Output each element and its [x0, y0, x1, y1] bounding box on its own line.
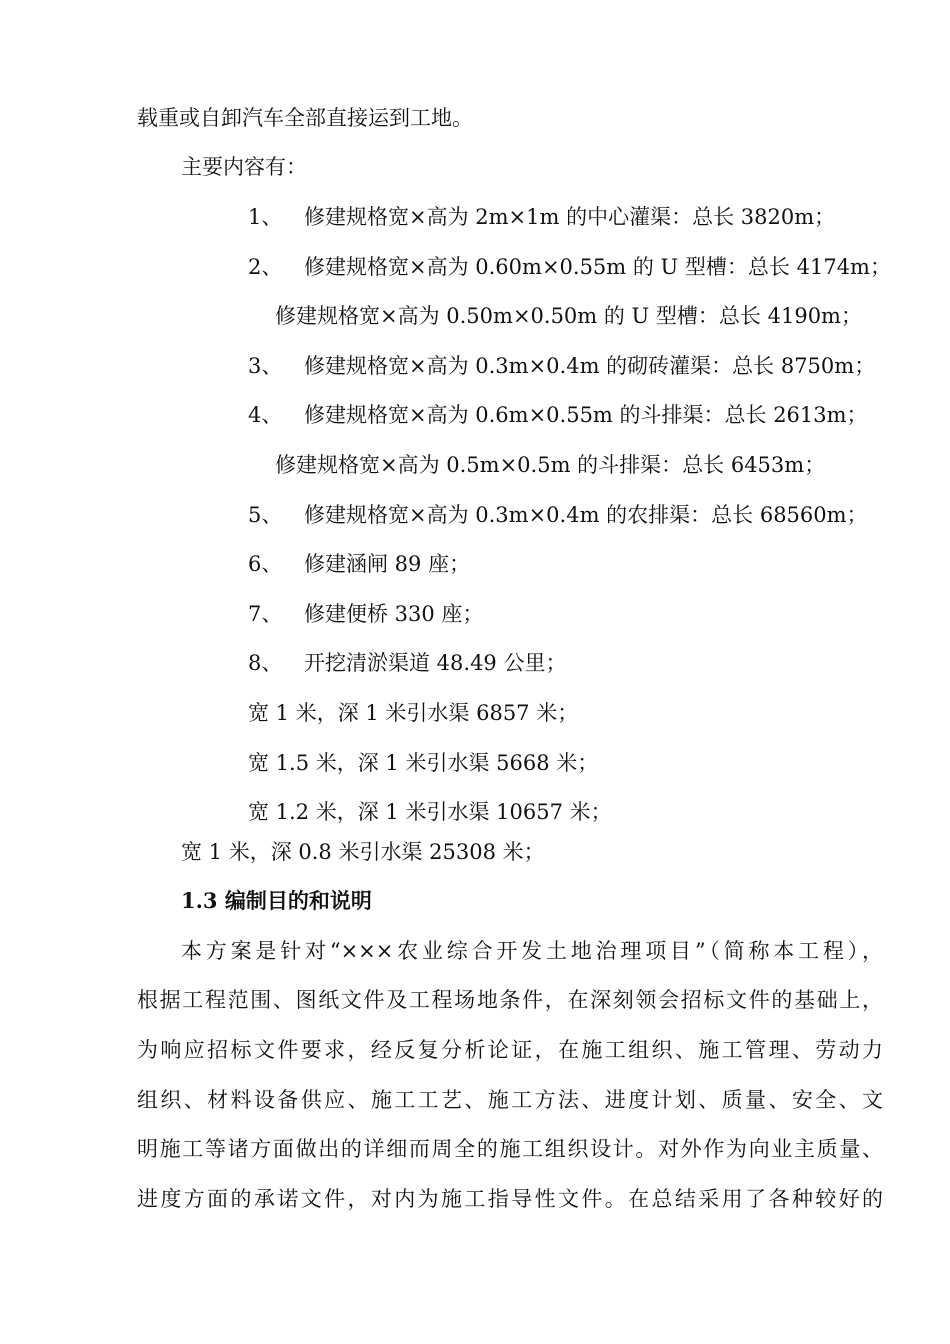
paragraph-line: 载重或自卸汽车全部直接运到工地。: [137, 106, 473, 130]
list-item-8-sub-2: 宽 1.5 米，深 1 米引水渠 5668 米；: [248, 751, 599, 775]
list-item-8: [248, 648, 566, 678]
paragraph-line: 进度方面的承诺文件，对内为施工指导性文件。在总结采用了各种较好的: [137, 1187, 883, 1211]
list-item-1: [248, 202, 835, 232]
list-item-2: [248, 252, 891, 282]
list-item-5: [248, 500, 868, 530]
list-number: 7、: [248, 602, 283, 626]
list-number: 5、: [248, 503, 283, 527]
paragraph-line: 为响应招标文件要求，经反复分析论证，在施工组织、施工管理、劳动力: [137, 1038, 883, 1062]
list-item-6: [248, 549, 470, 579]
list-item-8-sub-1: 宽 1 米，深 1 米引水渠 6857 米；: [248, 701, 579, 725]
list-item-4-sub: 修建规格宽×高为 0.5m×0.5m 的斗排渠：总长 6453m；: [275, 453, 826, 477]
list-item-4: [248, 400, 868, 430]
section-heading: 1.3 编制目的和说明: [181, 888, 372, 913]
paragraph-line: 明施工等诸方面做出的详细而周全的施工组织设计。对外作为向业主质量、: [137, 1137, 883, 1161]
list-number: 6、: [248, 552, 283, 576]
list-number: 2、: [248, 255, 283, 279]
list-text: 修建规格宽×高为 0.60m×0.55m 的 U 型槽：总长 4174m；: [304, 255, 891, 279]
list-number: 8、: [248, 651, 283, 675]
paragraph-line: 根据工程范围、图纸文件及工程场地条件，在深刻领会招标文件的基础上，: [137, 988, 883, 1012]
list-text: 修建规格宽×高为 0.3m×0.4m 的砌砖灌渠：总长 8750m；: [304, 354, 876, 378]
list-number: 4、: [248, 403, 283, 427]
list-item-2-sub: 修建规格宽×高为 0.50m×0.50m 的 U 型槽：总长 4190m；: [275, 304, 862, 328]
list-text: 修建规格宽×高为 0.6m×0.55m 的斗排渠：总长 2613m；: [304, 403, 868, 427]
list-number: 1、: [248, 205, 283, 229]
list-text: 修建便桥 330 座；: [304, 602, 484, 626]
list-item-3: [248, 351, 875, 381]
list-item-7: [248, 599, 483, 629]
list-text: 开挖清淤渠道 48.49 公里；: [304, 651, 567, 675]
list-text: 修建涵闸 89 座；: [304, 552, 471, 576]
paragraph-line: 组织、材料设备供应、施工工艺、施工方法、进度计划、质量、安全、文: [137, 1088, 883, 1112]
list-text: 修建规格宽×高为 0.3m×0.4m 的农排渠：总长 68560m；: [304, 503, 868, 527]
list-item-8-sub-3: 宽 1.2 米，深 1 米引水渠 10657 米；: [248, 800, 612, 824]
list-intro: 主要内容有：: [181, 155, 307, 179]
list-item-8-sub-4: 宽 1 米，深 0.8 米引水渠 25308 米；: [181, 840, 545, 864]
paragraph-line: 本方案是针对“×××农业综合开发土地治理项目”（简称本工程），: [181, 939, 883, 963]
list-text: 修建规格宽×高为 2m×1m 的中心灌渠：总长 3820m；: [304, 205, 836, 229]
list-number: 3、: [248, 354, 283, 378]
